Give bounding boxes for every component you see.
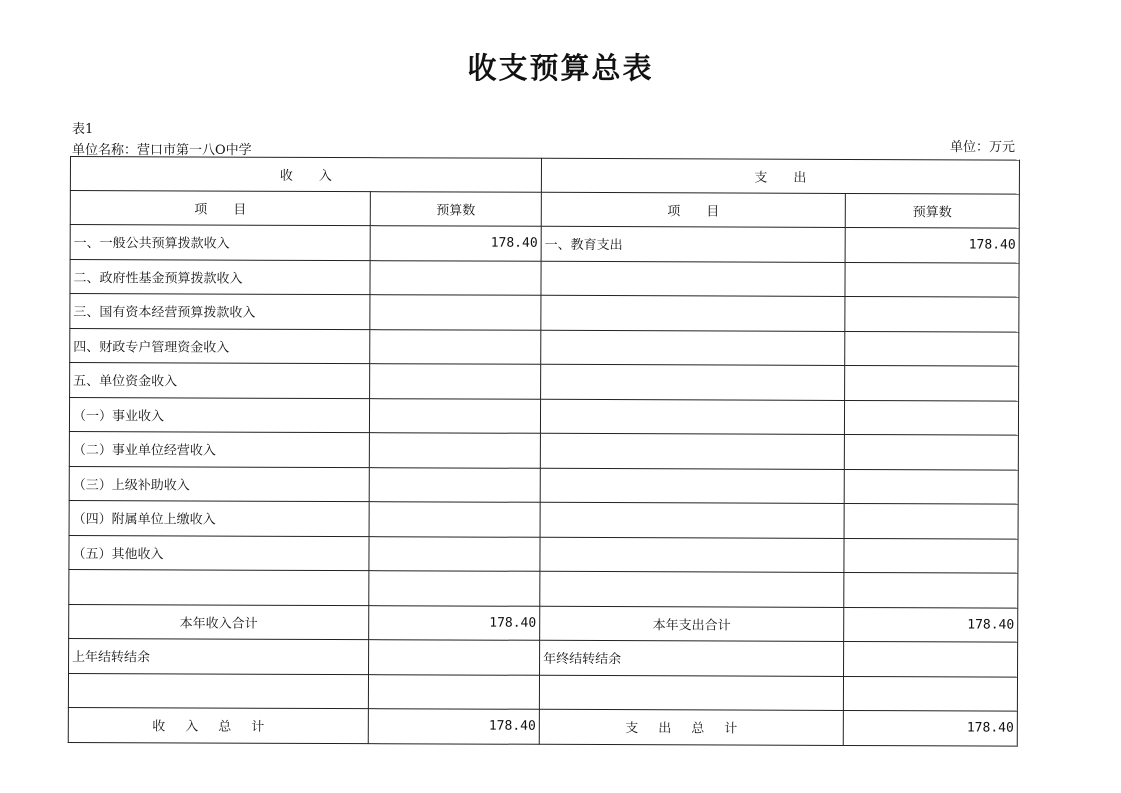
table-row [70, 225, 1019, 263]
expense-value [845, 262, 1019, 297]
table-number: 表1 [72, 122, 94, 137]
expense-blank-value [843, 676, 1017, 711]
expense-budget-header: 预算数 [845, 193, 1019, 228]
income-total-label: 收入总计 [68, 707, 368, 743]
income-section-header: 收 入 [70, 157, 541, 193]
income-value [369, 433, 540, 468]
income-value [370, 364, 541, 399]
expense-carryover-label: 年终结转结余 [540, 640, 844, 676]
blank-row [68, 673, 1017, 711]
subtotal-row [69, 604, 1018, 642]
income-value [369, 571, 540, 606]
income-total-value: 178.40 [368, 709, 539, 744]
table-row [70, 294, 1019, 332]
income-item: 四、财政专户管理资金收入 [70, 328, 370, 364]
expense-item [541, 295, 845, 331]
expense-item [540, 502, 844, 538]
expense-carryover-value [844, 641, 1018, 676]
expense-item: 一、教育支出 [541, 226, 845, 262]
income-value [370, 260, 541, 295]
expense-item [540, 571, 844, 607]
income-blank-label [68, 673, 368, 709]
expense-value [844, 538, 1018, 573]
expense-value [844, 434, 1018, 469]
income-item: 一、一般公共预算拨款收入 [70, 225, 370, 261]
expense-item [541, 364, 845, 400]
income-value [369, 502, 540, 537]
expense-item [540, 537, 844, 573]
income-carryover-value [369, 640, 540, 675]
income-value [369, 536, 540, 571]
expense-item-header: 项 目 [541, 192, 845, 227]
section-header-row [70, 157, 1019, 195]
income-value: 178.40 [370, 226, 541, 261]
expense-value: 178.40 [845, 227, 1019, 262]
table-row [69, 569, 1018, 607]
expense-value [844, 503, 1018, 538]
income-subtotal-label: 本年收入合计 [69, 604, 369, 640]
page-title: 收支预算总表 [467, 51, 654, 85]
income-item [69, 569, 369, 605]
income-value [370, 329, 541, 364]
income-item-header: 项 目 [70, 191, 370, 226]
expense-item [541, 261, 845, 297]
income-item: 五、单位资金收入 [70, 363, 370, 399]
expense-item [540, 399, 844, 435]
expense-value [845, 365, 1019, 400]
income-item: （二）事业单位经营收入 [69, 431, 369, 467]
expense-section-header: 支 出 [541, 158, 1019, 194]
income-value [369, 398, 540, 433]
income-subtotal-value: 178.40 [369, 605, 540, 640]
expense-value [844, 400, 1018, 435]
income-item: 二、政府性基金预算拨款收入 [70, 259, 370, 295]
table-row [69, 535, 1018, 573]
table-row [69, 466, 1018, 504]
budget-summary-table [68, 156, 1020, 746]
expense-value [844, 469, 1018, 504]
income-value [370, 295, 541, 330]
income-value [369, 467, 540, 502]
column-header-row [70, 191, 1019, 229]
table-row [70, 363, 1019, 401]
expense-total-value: 178.40 [843, 710, 1017, 745]
unit-name: 单位名称：营口市第一八O中学 [72, 143, 252, 158]
grand-total-row [68, 707, 1017, 745]
income-budget-header: 预算数 [370, 192, 541, 227]
expense-subtotal-label: 本年支出合计 [540, 606, 844, 642]
income-item: （三）上级补助收入 [69, 466, 369, 502]
income-item: （四）附属单位上缴收入 [69, 500, 369, 536]
table-row [69, 500, 1018, 538]
expense-value [844, 572, 1018, 607]
table-row [69, 397, 1018, 435]
income-item: （一）事业收入 [69, 397, 369, 433]
expense-subtotal-value: 178.40 [844, 607, 1018, 642]
income-carryover-label: 上年结转结余 [69, 638, 369, 674]
carryover-row [69, 638, 1018, 676]
income-item: 三、国有资本经营预算拨款收入 [70, 294, 370, 330]
income-blank-value [368, 674, 539, 709]
expense-item [541, 330, 845, 366]
expense-value [845, 331, 1019, 366]
table-row [69, 431, 1018, 469]
table-row [70, 328, 1019, 366]
expense-total-label: 支出总计 [539, 709, 843, 745]
expense-blank-label [539, 675, 843, 711]
expense-item [540, 468, 844, 504]
income-item: （五）其他收入 [69, 535, 369, 571]
expense-item [540, 433, 844, 469]
expense-value [845, 296, 1019, 331]
table-row [70, 259, 1019, 297]
currency-unit: 单位：万元 [949, 140, 1015, 155]
